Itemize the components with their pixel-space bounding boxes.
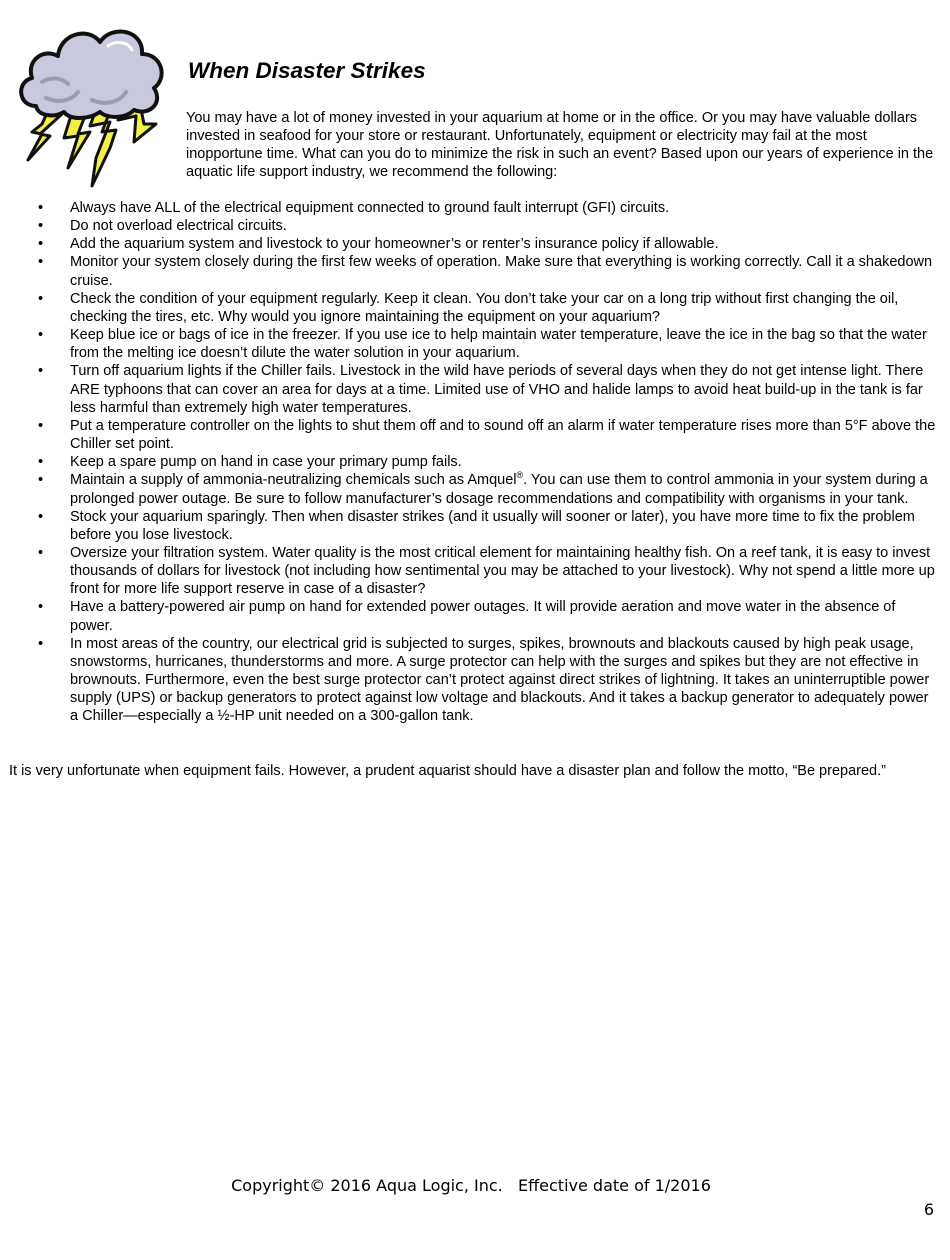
bullet-icon: • (38, 200, 44, 216)
bullet-icon: • (38, 599, 44, 616)
registered-mark: ® (516, 470, 524, 481)
list-item (0, 217, 950, 235)
bullet-icon: • (38, 254, 44, 271)
page-number: 6 (923, 1200, 934, 1219)
list-item-text: Always have ALL of the electrical equipment connected to ground fault interrupt (GFI) circuits. (70, 200, 670, 216)
closing-paragraph: It is very unfortunate when equipment fails. However, a prudent aquarist should have a disaster plan and follow the motto, “Be prepared.” (9, 763, 886, 779)
bullet-icon: • (38, 236, 44, 253)
list-item (0, 326, 950, 362)
list-item-text: In most areas of the country, our electrical grid is subjected to surges, spikes, brownouts and blackouts caused by high peak usage, snowstorms, hurricanes, thunderstorms and more. A surge protector can help with the surges and spikes but they are not effective in brownouts. Furthermore, even the best surge protector can’t protect against direct strikes of lightning. It takes an uninterruptible power supply (UPS) or backup generators to protect against low voltage and blackouts. And it takes a backup generator to adequately power a Chiller—especially a ½-HP unit needed on a 300-gallon tank. (70, 635, 930, 725)
list-item-text: Put a temperature controller on the lights to shut them off and to sound off an alarm if water temperature rises more than 5°F above the Chiller set point. (70, 417, 936, 453)
bullet-icon: • (38, 327, 44, 344)
bullet-icon: • (38, 454, 44, 471)
bullet-icon: • (38, 544, 44, 561)
bullet-icon: • (38, 635, 44, 652)
bullet-icon: • (38, 363, 44, 380)
list-item (0, 544, 950, 598)
list-item (0, 253, 950, 289)
list-item-text: Oversize your filtration system. Water quality is the most critical element for maintaining healthy fish. On a reef tank, it is easy to invest thousands of dollars for livestock (not including how sentimental you may be attached to your livestock). Why not spend a little more up front for more life support reserve in case of a disaster? (70, 544, 935, 598)
list-item (0, 290, 950, 326)
storm-cloud-lightning-icon (12, 20, 168, 188)
list-item-text: Monitor your system closely during the first few weeks of operation. Make sure that everything is working correctly. Call it a shakedown cruise. (70, 254, 933, 289)
list-item-text: Stock your aquarium sparingly. Then when disaster strikes (and it usually will sooner or later), you have more time to fix the problem before you lose livestock. (70, 508, 915, 543)
list-item-text: Have a battery-powered air pump on hand for extended power outages. It will provide aeration and move water in the absence of power. (70, 599, 896, 634)
list-item-text: Do not overload electrical circuits. (70, 218, 287, 235)
list-item-text: Check the condition of your equipment regularly. Keep it clean. You don’t take your car on a long trip without first changing the oil, checking the tires, etc. Why would you ignore maintaining the equipment on your aquarium? (70, 290, 899, 325)
list-item-text: Add the aquarium system and livestock to your homeowner’s or renter’s insurance policy if allowable. (70, 236, 719, 253)
list-item (0, 362, 950, 416)
list-item-text-end: . You can use them to control ammonia in your system during a prolonged power outage. Be sure to follow manufacturer’s dosage recommendations and compatibility with organisms in your tank. (70, 472, 928, 507)
cloud-body (21, 32, 161, 118)
list-item (0, 417, 950, 453)
list-item-text: Keep a spare pump on hand in case your primary pump fails. (70, 454, 462, 471)
list-item (0, 598, 950, 634)
bullet-icon: • (38, 290, 44, 307)
list-item (0, 508, 950, 544)
list-item (0, 471, 950, 507)
list-item (0, 235, 950, 253)
intro-paragraph: You may have a lot of money invested in your aquarium at home or in the office. Or you may have valuable dollars invested in seafood for your store or restaurant. Unfortunately, equipment or electricity may fail at the most inopportune time. What can you do to minimize the risk in such an event? Based upon our years of experience in the aquatic life support industry, we recommend the following: (186, 110, 934, 180)
bullet-icon: • (38, 472, 44, 489)
list-item (0, 199, 950, 217)
list-item-text: Turn off aquarium lights if the Chiller fails. Livestock in the wild have periods of several days when they do not get intense light. There ARE typhoons that can cover an area for days at a time. Limited use of VHO and halide lamps to avoid heat build-up in the tank is far less harmful than extremely high water temperatures. (70, 363, 924, 416)
bullet-icon: • (38, 417, 44, 434)
recommendation-list (0, 199, 950, 726)
bullet-icon: • (38, 218, 44, 235)
footer-copyright: Copyright© 2016 Aqua Logic, Inc. Effective date of 1/2016 (231, 1176, 711, 1195)
document-title: When Disaster Strikes (188, 58, 426, 83)
bullet-icon: • (38, 508, 44, 525)
list-item-text: Keep blue ice or bags of ice in the freezer. If you use ice to help maintain water temperature, leave the ice in the bag so that the water from the melting ice doesn’t dilute the water solution in your aquarium. (70, 327, 927, 362)
list-item (0, 635, 950, 726)
list-item (0, 453, 950, 471)
list-item-text-start: Maintain a supply of ammonia-neutralizing chemicals such as Amquel (70, 472, 517, 489)
